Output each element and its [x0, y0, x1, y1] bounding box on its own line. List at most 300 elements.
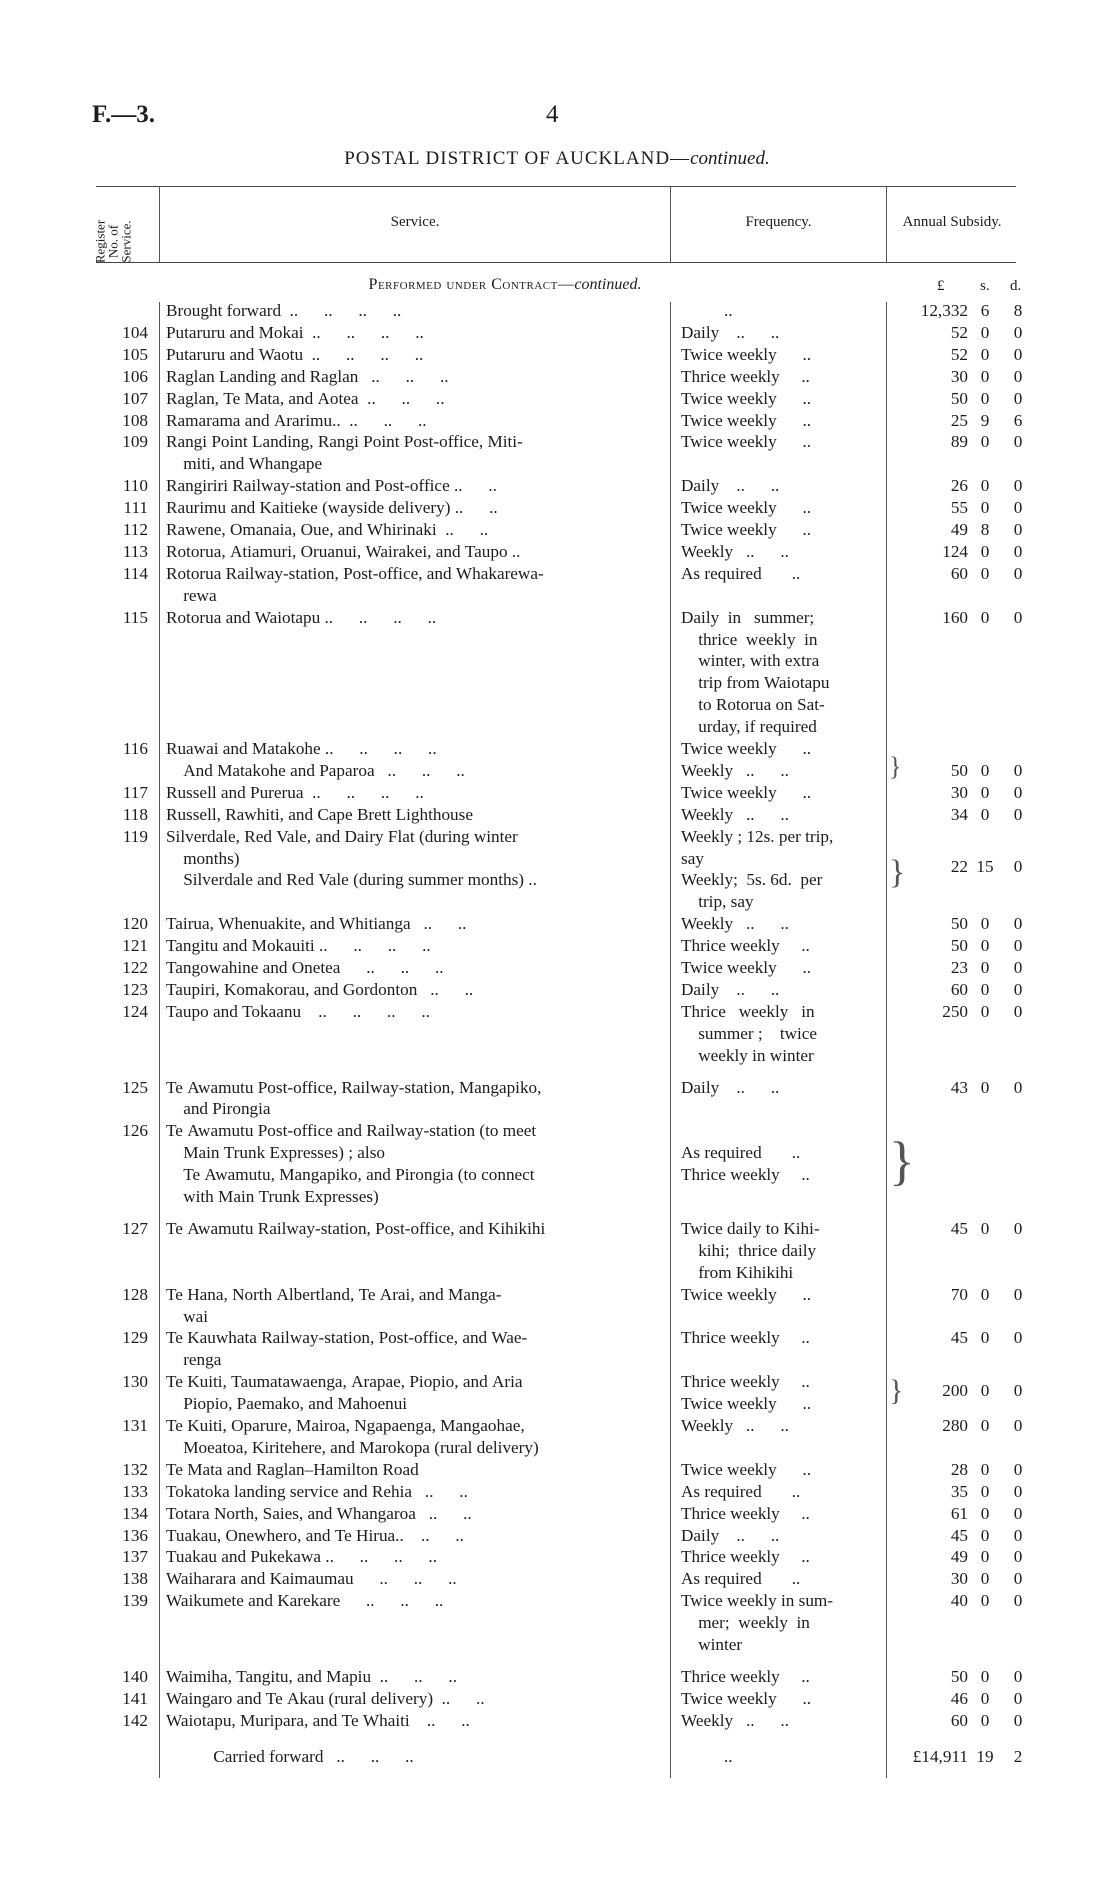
subsidy-pounds: 30 [950, 782, 968, 802]
table-row [0, 935, 1114, 957]
frequency-line: As required .. [681, 1481, 801, 1501]
service-route [166, 1001, 654, 1023]
frequency [681, 519, 881, 541]
table-row [0, 607, 1114, 738]
service-line: Brought forward .. .. .. .. [166, 301, 402, 320]
header-register-line3: Service. [118, 220, 134, 263]
header-register-line1: Register [92, 219, 108, 264]
service-line: Silverdale and Red Vale (during summer months) .. [166, 870, 537, 890]
service-route [166, 1688, 654, 1710]
subsidy-pounds: 26 [950, 476, 968, 496]
frequency-line: Thrice weekly .. [681, 1503, 810, 1523]
register-number: 106 [122, 366, 148, 386]
header-register-line2: No. of [105, 224, 121, 259]
page-code: F.—3. [92, 101, 155, 128]
subsidy-pence: 0 [1013, 979, 1023, 999]
service-line: Waiharara and Kaimaumau .. .. .. [166, 1569, 457, 1589]
frequency [681, 1371, 881, 1415]
subsidy-pence: 0 [1013, 782, 1023, 802]
register-number: 138 [122, 1569, 148, 1589]
service-line: Tokatoka landing service and Rehia .. .. [166, 1481, 468, 1501]
subsidy-pounds: 89 [950, 432, 968, 452]
subsidy-shillings: 0 [980, 322, 990, 342]
service-route [166, 300, 654, 322]
subsidy-shillings: 0 [980, 914, 990, 934]
service-route [166, 1327, 654, 1371]
frequency-line: Daily .. .. [681, 1525, 780, 1545]
register-number: 118 [122, 804, 148, 824]
service-route [166, 1710, 654, 1732]
register-number: 131 [122, 1416, 148, 1435]
page-title [0, 148, 1114, 170]
service-line: Te Hana, North Albertland, Te Arai, and Manga- [166, 1284, 502, 1304]
service-line: Te Mata and Raglan–Hamilton Road [166, 1459, 419, 1479]
subsidy-pounds: 50 [950, 388, 968, 408]
subsidy-shillings: 0 [980, 1503, 990, 1523]
service-line: Te Kauwhata Railway-station, Post-office, and Wae- [166, 1328, 528, 1348]
subsidy-pounds: 50 [950, 760, 968, 780]
subsidy-pounds: 50 [950, 936, 968, 956]
frequency [681, 1284, 881, 1306]
pence-header: d. [1010, 278, 1022, 294]
register-number: 128 [122, 1284, 148, 1304]
subsidy-pounds: 46 [950, 1688, 968, 1708]
frequency [681, 1459, 881, 1481]
frequency-line: Daily .. .. [681, 1077, 780, 1097]
subsidy-pence: 8 [1013, 301, 1023, 320]
subsidy-pence: 2 [1013, 1746, 1023, 1766]
subsidy-shillings: 0 [980, 1459, 990, 1479]
frequency [681, 869, 881, 913]
service-route [166, 322, 654, 344]
table-row [0, 1218, 1114, 1284]
subsidy-pence: 0 [1013, 958, 1023, 977]
frequency-line: Twice weekly .. [681, 782, 812, 802]
service-line: Te Awamutu Post-office, Railway-station, Mangapiko, [166, 1077, 542, 1097]
frequency-line [681, 1120, 881, 1142]
service-line: Waikumete and Karekare .. .. .. [166, 1591, 444, 1611]
subsidy-pounds: 60 [950, 979, 968, 999]
service-route [166, 431, 654, 475]
service-route [166, 760, 654, 782]
frequency [681, 979, 881, 1001]
service-route [166, 563, 654, 607]
service-line: Tairua, Whenuakite, and Whitianga .. .. [166, 914, 467, 934]
service-line: Te Awamutu Railway-station, Post-office, and Kihikihi [166, 1218, 546, 1238]
service-line: Rotorua and Waiotapu .. .. .. .. [166, 607, 437, 627]
service-line: Taupiri, Komakorau, and Gordonton .. .. [166, 979, 474, 999]
subsidy-shillings: 0 [980, 1218, 990, 1238]
frequency-line: say [681, 848, 704, 868]
subsidy-shillings: 0 [980, 760, 990, 780]
frequency-line: Weekly .. .. [681, 1416, 789, 1435]
frequency-line: Weekly .. .. [681, 541, 789, 561]
service-route [166, 957, 654, 979]
subsidy-pence: 6 [1013, 410, 1023, 430]
frequency-line: urday, if required [681, 717, 817, 737]
frequency-line: Twice weekly .. [681, 410, 812, 430]
service-line: Tangowahine and Onetea .. .. .. [166, 958, 444, 977]
service-line: Silverdale, Red Vale, and Dairy Flat (during winter [166, 826, 518, 846]
subsidy-pence: 0 [1013, 1591, 1023, 1611]
register-number: 141 [122, 1688, 148, 1708]
frequency [681, 1525, 881, 1547]
subsidy-pence: 0 [1013, 476, 1023, 496]
title-text: POSTAL DISTRICT OF AUCKLAND— [344, 148, 691, 169]
subsidy-pounds: 40 [950, 1591, 968, 1611]
subsidy-shillings: 0 [980, 1416, 990, 1435]
table-row [0, 1688, 1114, 1710]
subsidy-shillings: 0 [980, 1525, 990, 1545]
frequency-line: As required .. [681, 563, 801, 583]
subsidy-shillings: 0 [980, 1328, 990, 1348]
frequency-line: Thrice weekly in [681, 1001, 815, 1021]
subsidy-pence: 0 [1013, 563, 1023, 583]
subsidy-pence: 0 [1013, 520, 1023, 539]
header-top-rule [96, 186, 1016, 187]
frequency [681, 1503, 881, 1525]
service-line: Russell and Purerua .. .. .. .. [166, 782, 424, 802]
frequency-line: Weekly .. .. [681, 914, 789, 934]
subsidy-pounds: 49 [950, 1547, 968, 1567]
subsidy-shillings: 0 [980, 388, 990, 408]
subsidy-shillings: 19 [976, 1746, 994, 1766]
frequency-line: Twice weekly .. [681, 1688, 812, 1708]
frequency [681, 410, 881, 432]
register-number: 109 [122, 432, 148, 452]
frequency [681, 1218, 881, 1284]
subsidy-pounds: 50 [950, 914, 968, 934]
table-row [0, 957, 1114, 979]
service-route [166, 1481, 654, 1503]
frequency [681, 1710, 881, 1732]
frequency-line: Daily in summer; [681, 607, 815, 627]
subsidy-pounds: 35 [950, 1481, 968, 1501]
service-route [166, 782, 654, 804]
register-number: 117 [122, 782, 148, 802]
service-route [166, 935, 654, 957]
table-row [0, 1746, 1114, 1768]
brace-116: } [889, 752, 902, 781]
service-line: Ramarama and Ararimu.. .. .. .. [166, 410, 427, 430]
frequency-line: winter [681, 1635, 743, 1654]
frequency-line: Thrice weekly .. [681, 936, 810, 956]
frequency-line: Twice weekly .. [681, 344, 812, 364]
subsidy-pounds: 23 [950, 958, 968, 977]
service-line: Rotorua, Atiamuri, Oruanui, Wairakei, and Taupo .. [166, 541, 521, 561]
service-route [166, 1459, 654, 1481]
frequency-line: Weekly .. .. [681, 1710, 789, 1730]
subsidy-pence: 0 [1013, 366, 1023, 386]
frequency-line: Twice weekly .. [681, 520, 812, 539]
subsidy-pounds: 200 [942, 1380, 968, 1400]
table-row [0, 1710, 1114, 1732]
table-row [0, 1481, 1114, 1503]
service-route [166, 497, 654, 519]
subsidy-shillings: 0 [980, 782, 990, 802]
service-route [166, 1746, 654, 1768]
frequency [681, 475, 881, 497]
register-number: 127 [122, 1218, 148, 1238]
frequency-line: winter, with extra [681, 651, 820, 671]
subsidy-pence: 0 [1013, 1459, 1023, 1479]
table-row [0, 388, 1114, 410]
table-row [0, 1164, 1114, 1208]
frequency-line: trip from Waiotapu [681, 673, 830, 693]
table-row [0, 1459, 1114, 1481]
frequency-line: Thrice weekly .. [681, 1165, 810, 1185]
frequency-line: Daily .. .. [681, 979, 780, 999]
shillings-header: s. [980, 278, 990, 294]
register-number: 125 [122, 1077, 148, 1097]
header-register [94, 199, 133, 285]
register-number: 133 [122, 1481, 148, 1501]
subsidy-shillings: 0 [980, 498, 990, 518]
service-line: and Pirongia [166, 1099, 271, 1119]
frequency-line: Weekly; 5s. 6d. per [681, 870, 823, 890]
register-number: 120 [122, 914, 148, 934]
subsidy-shillings: 0 [980, 1001, 990, 1021]
subsidy-pence: 0 [1013, 607, 1023, 627]
table-row [0, 541, 1114, 563]
subsidy-pounds: 45 [950, 1525, 968, 1545]
service-line: Te Awamutu, Mangapiko, and Pirongia (to connect [166, 1165, 535, 1185]
subsidy-pence: 0 [1013, 322, 1023, 342]
subsidy-shillings: 0 [980, 936, 990, 956]
service-line: Tuakau and Pukekawa .. .. .. .. [166, 1547, 437, 1567]
service-route [166, 388, 654, 410]
frequency [681, 541, 881, 563]
register-number: 134 [122, 1503, 148, 1523]
service-route [166, 804, 654, 826]
subsidy-pounds: 30 [950, 1569, 968, 1589]
frequency [681, 322, 881, 344]
subsidy-pence: 0 [1013, 344, 1023, 364]
frequency [681, 1568, 881, 1590]
subsidy-pence: 0 [1013, 1666, 1023, 1686]
frequency-line: Twice weekly .. [681, 498, 812, 518]
register-number: 114 [122, 563, 148, 583]
service-line: Rangiriri Railway-station and Post-office .. .. [166, 476, 497, 496]
register-number: 108 [122, 410, 148, 430]
table-row [0, 410, 1114, 432]
service-line: Raglan Landing and Raglan .. .. .. [166, 366, 449, 386]
register-number: 137 [122, 1547, 148, 1567]
service-route [166, 1218, 654, 1240]
frequency [681, 1164, 881, 1186]
service-line: Putaruru and Waotu .. .. .. .. [166, 344, 424, 364]
frequency [681, 1077, 881, 1099]
service-route [166, 1503, 654, 1525]
table-row [0, 1546, 1114, 1568]
register-number: 119 [122, 826, 148, 846]
subsidy-shillings: 0 [980, 366, 990, 386]
service-route [166, 738, 654, 760]
register-number: 110 [122, 476, 148, 496]
subsidy-shillings: 9 [980, 410, 990, 430]
frequency-line: thrice weekly in [681, 629, 818, 649]
service-line: And Matakohe and Paparoa .. .. .. [166, 760, 465, 780]
subsidy-pence: 0 [1013, 1547, 1023, 1567]
service-line: Carried forward .. .. .. [166, 1746, 414, 1766]
table-row [0, 300, 1114, 322]
register-number: 122 [122, 958, 148, 977]
frequency [681, 1481, 881, 1503]
frequency-line: summer ; twice [681, 1023, 818, 1043]
subsidy-shillings: 0 [980, 607, 990, 627]
section-label: Performed under Contract— [368, 276, 575, 293]
table-row [0, 857, 1114, 913]
subsidy-shillings: 0 [980, 1077, 990, 1097]
frequency-line: As required .. [681, 1569, 801, 1589]
subsidy-pounds: 25 [950, 410, 968, 430]
subsidy-pounds: 34 [950, 804, 968, 824]
service-line: miti, and Whangape [166, 454, 323, 474]
subsidy-pence: 0 [1013, 1284, 1023, 1304]
frequency-line: Twice weekly .. [681, 432, 812, 452]
service-line: Rawene, Omanaia, Oue, and Whirinaki .. .. [166, 520, 489, 539]
service-line: Raurimu and Kaitieke (wayside delivery) .. .. [166, 498, 498, 518]
register-number: 115 [122, 607, 148, 627]
register-number: 121 [122, 936, 148, 956]
service-line: renga [166, 1350, 222, 1370]
service-line: Putaruru and Mokai .. .. .. .. [166, 322, 424, 342]
table-row [0, 782, 1114, 804]
register-number: 142 [122, 1710, 148, 1730]
register-number: 105 [122, 344, 148, 364]
frequency-line: Weekly ; 12s. per trip, [681, 826, 834, 846]
header-frequency: Frequency. [745, 214, 812, 230]
subsidy-pounds: 49 [950, 520, 968, 539]
table-row [0, 322, 1114, 344]
frequency [681, 782, 881, 804]
table-row [0, 1120, 1114, 1164]
service-line: Te Kuiti, Oparure, Mairoa, Ngapaenga, Mangaohae, [166, 1416, 525, 1435]
subsidy-shillings: 0 [980, 1569, 990, 1589]
register-number: 139 [122, 1591, 148, 1611]
frequency-line: Thrice weekly .. [681, 366, 810, 386]
table-row [0, 497, 1114, 519]
service-line: Ruawai and Matakohe .. .. .. .. [166, 739, 437, 758]
subsidy-pence: 0 [1013, 1328, 1023, 1348]
frequency [681, 1546, 881, 1568]
register-number: 123 [122, 979, 148, 999]
frequency-line: from Kihikihi [681, 1262, 794, 1282]
subsidy-shillings: 0 [980, 344, 990, 364]
subsidy-pounds: 70 [950, 1284, 968, 1304]
frequency [681, 1120, 881, 1164]
service-line: Tangitu and Mokauiti .. .. .. .. [166, 936, 431, 956]
service-line: Moeatoa, Kiritehere, and Marokopa (rural delivery) [166, 1437, 539, 1457]
frequency-line: Thrice weekly .. [681, 1547, 810, 1567]
frequency-line: weekly in winter [681, 1045, 814, 1065]
service-line: months) [166, 848, 240, 868]
table-row [0, 1327, 1114, 1371]
service-line: rewa [166, 585, 217, 605]
table-row [0, 1568, 1114, 1590]
section-suffix: continued. [574, 276, 642, 293]
header-subsidy: Annual Subsidy. [902, 214, 1002, 230]
table-row [0, 344, 1114, 366]
frequency-line: Weekly .. .. [681, 760, 789, 780]
service-line: Russell, Rawhiti, and Cape Brett Lighthouse [166, 804, 473, 824]
service-line: Tuakau, Onewhero, and Te Hirua.. .. .. [166, 1525, 464, 1545]
subsidy-pence: 0 [1013, 498, 1023, 518]
service-route [166, 1415, 654, 1459]
subsidy-shillings: 0 [980, 958, 990, 977]
frequency [681, 760, 881, 782]
frequency [681, 804, 881, 826]
page-number: 4 [546, 101, 559, 128]
frequency-line: trip, say [681, 892, 754, 912]
subsidy-pounds: 45 [950, 1218, 968, 1238]
register-number: 116 [122, 739, 148, 758]
frequency [681, 607, 881, 738]
brace-130: } [889, 1374, 904, 1407]
subsidy-shillings: 0 [980, 1380, 990, 1400]
table-row [0, 1525, 1114, 1547]
table-row [0, 1001, 1114, 1067]
subsidy-pence: 0 [1013, 1503, 1023, 1523]
frequency-line: kihi; thrice daily [681, 1240, 817, 1260]
frequency [681, 1590, 881, 1656]
subsidy-shillings: 0 [980, 476, 990, 496]
register-number: 107 [122, 388, 148, 408]
table-row [0, 519, 1114, 541]
register-number: 112 [122, 520, 148, 539]
frequency-line: Daily .. .. [681, 322, 780, 342]
service-line: Rotorua Railway-station, Post-office, and Whakarewa- [166, 563, 544, 583]
table-row [0, 1503, 1114, 1525]
service-route [166, 979, 654, 1001]
table-row [0, 1077, 1114, 1121]
service-route [166, 1284, 654, 1328]
table-row [0, 913, 1114, 935]
subsidy-pence: 0 [1013, 1525, 1023, 1545]
service-line: Piopio, Paemako, and Mahoenui [166, 1394, 408, 1414]
service-route [166, 607, 654, 629]
frequency [681, 957, 881, 979]
header-bottom-rule [96, 262, 1016, 263]
service-route [166, 344, 654, 366]
service-line: wai [166, 1306, 209, 1326]
table-row [0, 475, 1114, 497]
service-line: Waiotapu, Muripara, and Te Whaiti .. .. [166, 1710, 470, 1730]
subsidy-pounds: 60 [950, 563, 968, 583]
frequency-line: Twice weekly .. [681, 1459, 812, 1479]
register-number: 129 [122, 1328, 148, 1348]
service-line: Totara North, Saies, and Whangaroa .. .. [166, 1503, 472, 1523]
table-row [0, 366, 1114, 388]
service-route [166, 1546, 654, 1568]
frequency [681, 497, 881, 519]
service-route [166, 1525, 654, 1547]
subsidy-pounds: 28 [950, 1459, 968, 1479]
subsidy-pence: 0 [1013, 1710, 1023, 1730]
service-route [166, 1120, 654, 1164]
service-line: Waimiha, Tangitu, and Mapiu .. .. .. [166, 1666, 457, 1686]
subsidy-shillings: 6 [980, 301, 990, 320]
register-number: 113 [122, 541, 148, 561]
frequency [681, 1415, 881, 1437]
subsidy-shillings: 0 [980, 1688, 990, 1708]
frequency-line: mer; weekly in [681, 1613, 810, 1633]
frequency [681, 738, 881, 760]
subsidy-shillings: 0 [980, 1710, 990, 1730]
register-number: 104 [122, 322, 148, 342]
subsidy-pounds: 43 [950, 1077, 968, 1097]
frequency-line: Thrice weekly .. [681, 1666, 810, 1686]
